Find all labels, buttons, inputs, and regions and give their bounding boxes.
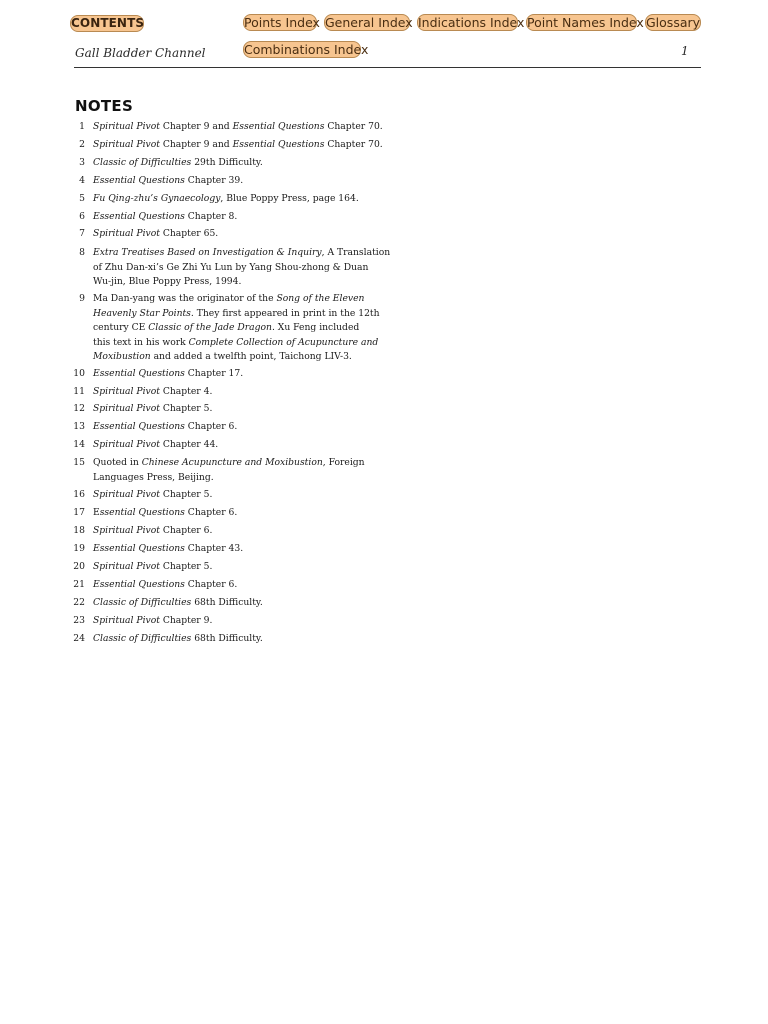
note-number: 18 [73,525,85,536]
note-text-segment: Chapter 5. [159,489,213,500]
general-index-button[interactable]: General Index [325,15,413,30]
note-item [60,614,380,629]
note-item [60,156,380,171]
note-text [93,292,381,365]
note-title-italic: Essential Questions [93,368,185,379]
note-title-italic: Classic of Difficulties [93,597,192,608]
note-line [93,120,381,135]
note-line [93,336,381,351]
note-number: 20 [73,561,85,572]
note-line [93,614,381,629]
note-text-segment: this text in his work [93,336,189,348]
note-line [93,138,381,153]
note-title-italic: Classic of the Jade Dragon [148,322,272,333]
note-item [60,542,380,557]
note-text [93,174,381,189]
note-line [93,438,381,453]
note-item [60,138,383,153]
note-item [60,227,380,242]
note-text [93,138,381,153]
note-item [60,596,380,611]
note-text-segment: 29th Difficulty. [191,157,263,168]
note-line [93,227,381,242]
note-number: 1 [79,121,85,132]
note-number: 2 [79,139,85,150]
note-number: 3 [79,157,85,168]
note-text [93,385,381,400]
note-text-segment: o [168,507,175,518]
note-text-segment: Chapter 6. [184,507,238,518]
note-text-segment: Chapter 17. [184,368,244,379]
note-number: 21 [73,579,85,590]
note-item [60,210,380,225]
note-item [60,402,380,417]
note-title-italic: Spiritual Pivot [93,121,160,132]
note-text-segment: Chapter 5. [159,561,213,572]
points-index-button[interactable]: Points Index [244,15,320,30]
note-text-segment: Chapter 70. [324,121,383,132]
note-item [60,120,383,135]
note-text-segment: Chapter 6. [184,579,238,590]
note-line [93,632,381,647]
note-text-segment: Chapter 4. [159,386,213,397]
note-number: 16 [73,489,85,500]
note-title-italic: Moxibustion [93,351,151,362]
notes-heading: NOTES [75,97,134,115]
note-text-segment: Quoted in [93,457,142,468]
note-text-segment: . They first appeared in print in the 12th [190,307,380,319]
note-text [93,456,381,485]
contents-button[interactable]: CONTENTS [71,16,145,30]
note-line [93,578,381,593]
note-text-segment: of Zhu Dan-xi’s Ge Zhi Yu Lun by Yang Shou-zhong & Duan [93,261,369,273]
note-item [60,524,380,539]
note-title-italic: Fu Qing-zhu’s Gynaecology [93,193,221,204]
indications-index-button[interactable]: Indications Index [418,15,525,30]
note-number: 12 [73,403,85,414]
note-number: 6 [79,211,85,222]
note-item [60,488,380,503]
note-text [93,246,391,290]
note-title-italic: Essential Questions [93,211,185,222]
note-text-segment: Chapter 6. [184,421,238,432]
note-text-segment: Chapter 44. [159,439,219,450]
note-text-segment: , Blue Poppy Press, page 164. [220,193,359,204]
note-line [93,307,381,322]
note-text [93,614,381,629]
combinations-index-button[interactable]: Combinations Index [244,42,369,57]
note-number: 17 [73,507,85,518]
note-line [93,275,381,290]
note-text-segment: Chapter 70. [324,139,383,150]
note-item [60,174,380,189]
note-number: 7 [79,228,85,239]
note-number: 22 [73,597,85,608]
note-number: 8 [79,247,85,258]
note-title-italic: Spiritual Pivot [93,615,160,626]
note-text-segment: Chapter 9 and [159,139,233,150]
note-text [93,402,381,417]
note-title-italic: Spiritual Pivot [93,439,160,450]
note-number: 4 [79,175,85,186]
note-title-italic: Song of the Eleven [276,293,365,304]
note-title-italic: Spiritual Pivot [93,489,160,500]
note-text-segment: 68th Difficulty. [191,633,263,644]
note-title-italic: Essential Questions [232,139,325,150]
note-text-segment: Chapter 5. [159,403,213,414]
note-line [93,367,381,382]
header-rule [74,67,701,68]
note-number: 24 [73,633,85,644]
note-text [93,506,381,521]
note-text [93,596,381,611]
note-number: 13 [73,421,85,432]
note-text-segment: E [93,507,100,518]
note-line [93,350,381,365]
note-item [60,292,380,365]
note-text-segment: , Foreign [322,457,365,468]
note-text-segment: Chapter 9 and [159,121,233,132]
note-title-italic: Chinese Acupuncture and Moxibustion [141,457,323,468]
note-line [93,292,381,307]
note-title-italic: Spiritual Pivot [93,386,160,397]
note-text [93,524,381,539]
note-text [93,156,381,171]
note-item [60,438,380,453]
note-text [93,560,381,575]
note-line [93,471,381,486]
note-item [60,367,380,382]
note-text-segment: Chapter 9. [159,615,213,626]
note-text-segment: Languages Press, Beijing. [93,471,214,483]
note-text-segment: Wu-jin, Blue Poppy Press, 1994. [93,276,242,287]
note-text [93,632,381,647]
note-text-segment: Ma Dan-yang was the originator of the [93,293,277,304]
note-title-italic: Heavenly Star Points [93,307,191,319]
note-line [93,261,381,276]
note-item [60,456,380,485]
note-item [60,192,380,207]
note-item [60,246,391,290]
note-title-italic: Spiritual Pivot [93,561,160,572]
note-line [93,488,381,503]
glossary-button[interactable]: Glossary [646,15,701,30]
note-item [60,578,380,593]
note-text [93,210,381,225]
note-line [93,524,381,539]
note-title-italic: Spiritual Pivot [93,403,160,414]
note-text-segment: century CE [93,322,149,333]
note-number: 19 [73,543,85,554]
note-text [93,227,381,242]
note-line [93,420,381,435]
note-number: 5 [79,193,85,204]
note-title-italic: Spiritual Pivot [93,139,160,150]
note-number: 14 [73,439,85,450]
note-item [60,420,380,435]
note-text [93,120,381,135]
note-item [60,385,380,400]
note-text [93,578,381,593]
note-line [93,321,381,336]
page-number: 1 [681,44,689,58]
note-text [93,488,381,503]
note-title-italic: Classic of Difficulties [93,157,192,168]
running-title: Gall Bladder Channel [75,46,206,60]
note-title-italic: ssential Questi [99,507,169,518]
note-item [60,632,380,647]
note-title-italic: Essential Questions [93,543,185,554]
note-line [93,506,381,521]
note-line [93,246,391,261]
note-text-segment: and added a twelfth point, Taichong LIV-3. [150,351,352,362]
note-text-segment: , A Translation [321,247,391,258]
note-title-italic: Essential Questions [93,421,185,432]
note-line [93,560,381,575]
note-title-italic: Spiritual Pivot [93,525,160,536]
note-title-italic: Classic of Difficulties [93,633,192,644]
note-line [93,596,381,611]
note-item [60,506,380,521]
note-item [60,560,380,575]
note-line [93,385,381,400]
note-number: 9 [79,293,85,304]
note-line [93,456,381,471]
note-title-italic: Spiritual Pivot [93,228,160,239]
note-line [93,402,381,417]
note-text [93,438,381,453]
note-text [93,192,381,207]
note-line [93,542,381,557]
note-line [93,174,381,189]
note-text [93,542,381,557]
note-number: 10 [73,368,85,379]
note-line [93,210,381,225]
note-text-segment: Chapter 43. [184,543,244,554]
note-text [93,420,381,435]
note-title-italic: Extra Treatises Based on Investigation & Inquiry [93,247,322,258]
note-number: 23 [73,615,85,626]
note-text-segment: 68th Difficulty. [191,597,263,608]
note-title-italic: ns [174,507,185,518]
note-text-segment: Chapter 65. [159,228,219,239]
note-title-italic: Essential Questions [93,579,185,590]
point-names-index-button[interactable]: Point Names Index [527,15,644,30]
note-title-italic: Essential Questions [232,121,325,132]
note-text-segment: Chapter 8. [184,211,238,222]
note-text-segment: Chapter 6. [159,525,213,536]
note-line [93,192,381,207]
note-number: 11 [73,386,85,397]
note-number: 15 [73,457,85,468]
note-title-italic: Essential Questions [93,175,185,186]
note-text [93,367,381,382]
note-text-segment: Chapter 39. [184,175,244,186]
note-text-segment: . Xu Feng included [271,322,360,333]
note-title-italic: Complete Collection of Acupuncture and [188,336,379,348]
note-line [93,156,381,171]
